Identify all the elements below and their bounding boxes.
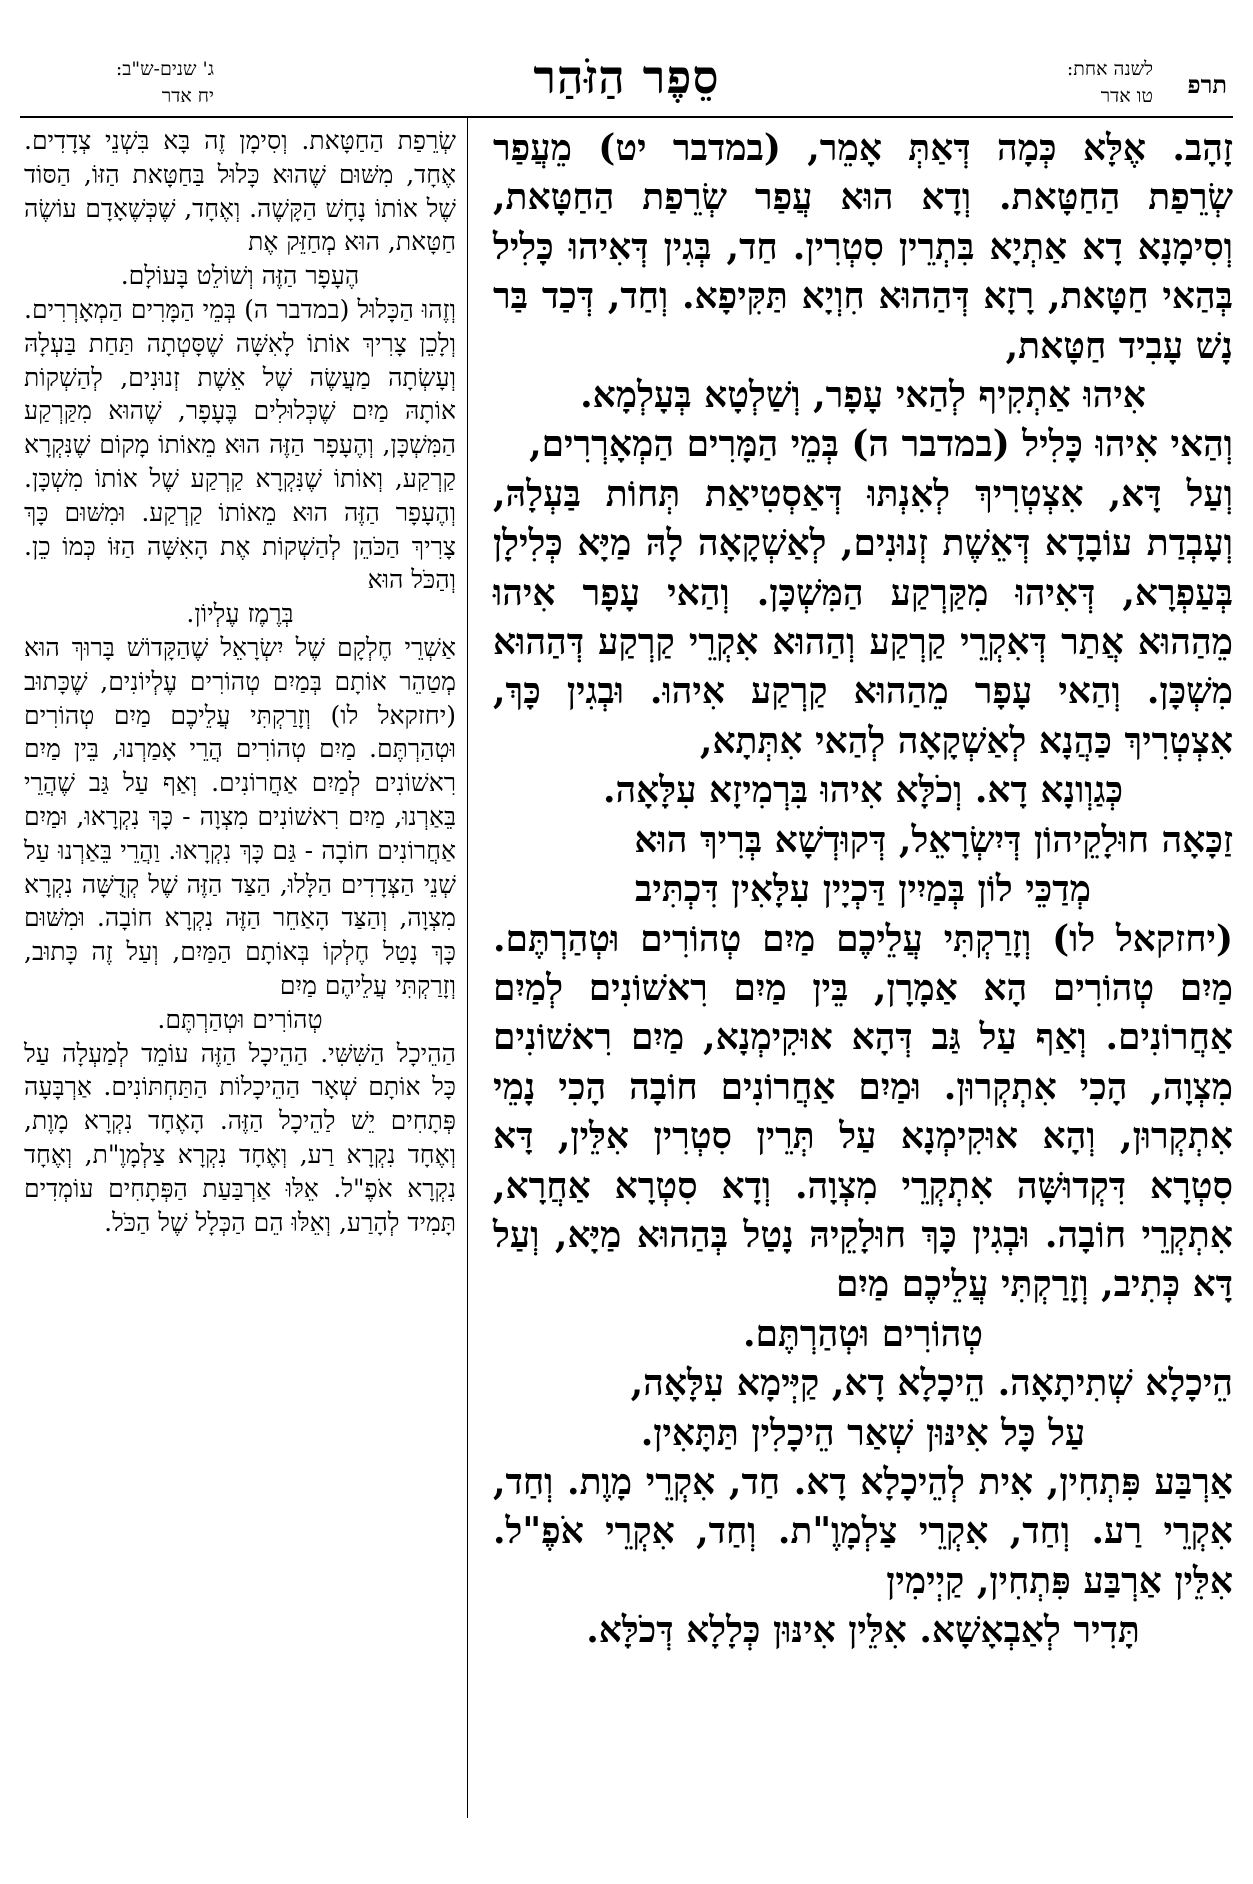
schedule-three-years: ג' שנים-ש"ב: xyxy=(115,58,214,80)
side-paragraph: שְׂרֵפַת הַחַטָּאת. וְסִימָן זֶה בָּא בִּשְׁנֵי צְדָדִים. אֶחָד, מִשּׁוּם שֶׁהוּא כָּלוּל בַּחַטָּאת הַזּוֹ, הַסּוֹד שֶׁל אוֹתוֹ נָחָשׁ הַקָּשֶׁה. וְאֶחָד, שֶׁכְּשֶׁאָדָם עוֹשֶׂה חַטָּאת, הוּא מְחַזֵּק אֶת xyxy=(24,126,456,257)
main-paragraph: תָּדִיר לְאַבְאָשָׁא. אִלֵּין אִינּוּן כְּלָלָא דְּכֹלָּא. xyxy=(586,1609,1140,1652)
main-paragraph: עַל כָּל אִינּוּן שְׁאַר הֵיכָלִין תַּתָּאִין. xyxy=(640,1411,1086,1454)
main-paragraph: טְהוֹרִים וּטְהַרְתֶּם. xyxy=(742,1312,984,1355)
side-paragraph: הַהֵיכָל הַשִּׁשִּׁי. הַהֵיכָל הַזֶּה עוֹמֵד לְמַעְלָה עַל כָּל אוֹתָם שְׁאָר הַהֵיכָלוֹת הַתַּחְתּוֹנִים. אַרְבָּעָה פְּתָחִים יֵשׁ לַהֵיכָל הַזֶּה. הָאֶחָד נִקְרָא מָוֶת, וְאֶחָד נִקְרָא רַע, וְאֶחָד נִקְרָא צַלְמָוֶ"ת, וְאֶחָד נִקְרָא אֹפֶ"ל. אֵלּוּ אַרְבַּעַת הַפְּתָחִים עוֹמְדִים תָּמִיד לְהָרַע, וְאֵלּוּ הֵם הַכְּלָל שֶׁל הַכֹּל. xyxy=(24,1038,456,1237)
schedule-one-year-date: טו אדר xyxy=(1100,85,1153,107)
side-paragraph: אַשְׁרֵי חֶלְקָם שֶׁל יִשְׂרָאֵל שֶׁהַקָּדוֹשׁ בָּרוּךְ הוּא מְטַהֵר אוֹתָם בְּמַיִם טְהוֹרִים עֶלְיוֹנִים, שֶׁכָּתוּב (יחזקאל לו) וְזָרַקְתִּי עֲלֵיכֶם מַיִם טְהוֹרִים וּטְהַרְתֶּם. מַיִם טְהוֹרִים הֲרֵי אָמַרְנוּ, בֵּין מַיִם רִאשׁוֹנִים לְמַיִם אַחֲרוֹנִים. וְאַף עַל גַּב שֶׁהֲרֵי בֵּאַרְנוּ, מַיִם רִאשׁוֹנִים מִצְוָה - כָּךְ נִקְרָאוּ, וּמַיִם אַחֲרוֹנִים חוֹבָה - גַּם כָּךְ נִקְרָאוּ. וַהֲרֵי בֵּאַרְנוּ עַל שְׁנֵי הַצְּדָדִים הַלָּלוּ, הַצַּד הַזֶּה שֶׁל קְדֻשָּׁה נִקְרָא מִצְוָה, וְהַצַּד הָאַחֵר הַזֶּה נִקְרָא חוֹבָה. וּמִשּׁוּם כָּךְ נָטַל חֶלְקוֹ בְּאוֹתָם הַמַּיִם, וְעַל זֶה כָּתוּב, וְזָרַקְתִּי עֲלֵיהֶם מַיִם xyxy=(24,632,456,1000)
side-paragraph: טְהוֹרִים וּטְהַרְתֶּם. xyxy=(157,1004,323,1034)
main-paragraph: זָהָב. אֶלָּא כְּמָה דְּאַתְּ אָמֵר, (במדבר יט) מֵעֲפַר שְׂרֵפַת הַחַטָּאת. וְדָא הוּא עֲפַר שְׂרֵפַת הַחַטָּאת, וְסִימָנָא דָא אַתְיָא בִּתְרֵין סִטְרִין. חַד, בְּגִין דְּאִיהוּ כָּלִיל בְּהַאי חַטָּאת, רָזָא דְּהַהוּא חִוְיָא תַּקִּיפָא. וְחַד, דְּכַד בַּר נָשׁ עָבִיד חַטָּאת, xyxy=(493,127,1233,367)
side-paragraph: וְזֶהוּ הַכָּלוּל (במדבר ה) בְּמֵי הַמָּרִים הַמְאָרְרִים. וְלָכֵן צָרִיךְ אוֹתוֹ לָאִשָּׁה שֶׁסָּטְתָה תַּחַת בַּעְלָהּ וְעָשְׂתָה מַעֲשֶׂה שֶׁל אֵשֶׁת זְנוּנִים, לְהַשְׁקוֹת אוֹתָהּ מַיִם שֶׁכְּלוּלִים בֶּעָפָר, שֶׁהוּא מִקַּרְקַע הַמִּשְׁכָּן, וְהֶעָפָר הַזֶּה הוּא מֵאוֹתוֹ מָקוֹם שֶׁנִּקְרָא קַרְקַע, וְאוֹתוֹ שֶׁנִּקְרָא קַרְקַע שֶׁל אוֹתוֹ מִשְׁכָּן. וְהֶעָפָר הַזֶּה הוּא מֵאוֹתוֹ קַרְקַע. וּמִשּׁוּם כָּךְ צָרִיךְ הַכֹּהֵן לְהַשְׁקוֹת אֶת הָאִשָּׁה הַזּוֹ כְּמוֹ כֵן. וְהַכֹּל הוּא xyxy=(24,294,456,595)
page-number: תרפ xyxy=(1187,70,1227,99)
main-paragraph: מְדַכֵּי לוֹן בְּמַיִין דַּכְיָין עִלָּאִין דִּכְתִּיב xyxy=(635,868,1091,911)
header-rule xyxy=(20,116,1233,118)
side-paragraph: בְּרֶמֶז עֶלְיוֹן. xyxy=(186,599,294,629)
main-paragraph: הֵיכָלָא שְׁתִיתָאָה. הֵיכָלָא דָא, קַיְּימָא עִלָּאָה, xyxy=(630,1362,1233,1405)
main-paragraph: כְּגַוְונָא דָא. וְכֹלָּא אִיהוּ בִּרְמִיזָא עִלָּאָה. xyxy=(602,769,1124,812)
schedule-three-years-date: יח אדר xyxy=(161,85,214,107)
main-paragraph: זַכָּאָה חוּלָקֵיהוֹן דְּיִשְׂרָאֵל, דְּקוּדְשָׁא בְּרִיךְ הוּא xyxy=(634,818,1233,861)
book-title: סֵפֶר הַזֹּהַר xyxy=(533,50,720,104)
main-paragraph: אַרְבַּע פִּתְחִין, אִית לְהֵיכָלָא דָא. חַד, אִקְרֵי מָוֶת. וְחַד, אִקְרֵי רַע. וְחַד, אִקְרֵי צַלְמָוֶ"ת. וְחַד, אִקְרֵי אֹפֶ"ל. אִלֵּין אַרְבַּע פִּתְחִין, קַיְימִין xyxy=(493,1460,1233,1602)
main-paragraph: (יחזקאל לו) וְזָרַקְתִּי עֲלֵיכֶם מַיִם טְהוֹרִים וּטְהַרְתֶּם. מַיִם טְהוֹרִים הָא אַמָרָן, בֵּין מַיִם רִאשׁוֹנִים לְמַיִם אַחֲרוֹנִים. וְאַף עַל גַּב דְּהָא אוּקִימְנָא, מַיִם רִאשׁוֹנִים מִצְוָה, הָכִי אִתְקְרוּן. וּמַיִם אַחֲרוֹנִים חוֹבָה הָכִי נָמֵי אִתְקְרוּן, וְהָא אוּקִימְנָא עַל תְּרֵין סִטְרִין אִלֵּין, דָּא סִטְרָא דִּקְדוּשָּׁה אִתְקְרֵי מִצְוָה. וְדָא סִטְרָא אַחֲרָא, אִתְקְרֵי חוֹבָה. וּבְגִין כָּךְ חוּלָקֵיהּ נָטַל בְּהַהוּא מַיָּא, וְעַל דָּא כְּתִיב, וְזָרַקְתִּי עֲלֵיכֶם מַיִם xyxy=(493,917,1233,1306)
aramaic-main-column xyxy=(493,124,1233,1656)
hebrew-translation-column xyxy=(24,124,456,1239)
column-divider xyxy=(467,118,468,1818)
schedule-one-year: לשנה אחת: xyxy=(1066,58,1153,80)
header-left-reading-schedule xyxy=(24,56,214,110)
side-paragraph: הֶעָפָר הַזֶּה וְשׁוֹלֵט בָּעוֹלָם. xyxy=(120,261,360,291)
main-paragraph: אִיהוּ אַתְקִיף לְהַאי עָפָר, וְשַׁלְטָא בְּעָלְמָא. xyxy=(580,374,1146,417)
main-paragraph: וְעַל דָּא, אִצְטְרִיךְ לְאִנְתּוּ דְּאַסְטִיאַת תְּחוֹת בַּעְלָהּ, וְעָבְדַת עוֹבָדָא דְּאֵשֶׁת זְנוּנִים, לְאַשְׁקָאָה לָהּ מַיָּא כְּלִילָן בְּעַפְרָא, דְּאִיהוּ מִקַּרְקַע הַמִּשְׁכָּן. וְהַאי עָפָר אִיהוּ מֵהַהוּא אֲתַר דְּאִקְרֵי קַרְקַע וְהַהוּא אִקְרֵי קַרְקַע דְּהַהוּא מִשְׁכָּן. וְהַאי עָפָר מֵהַהוּא קַרְקַע אִיהוּ. וּבְגִין כָּךְ, אִצְטְרִיךְ כַּהֲנָא לְאַשְׁקָאָה לְהַאי אִתְּתָא, xyxy=(493,472,1233,762)
main-paragraph: וְהַאי אִיהוּ כָּלִיל (במדבר ה) בְּמֵי הַמָּרִים הַמְאָרְרִים, xyxy=(529,423,1233,466)
